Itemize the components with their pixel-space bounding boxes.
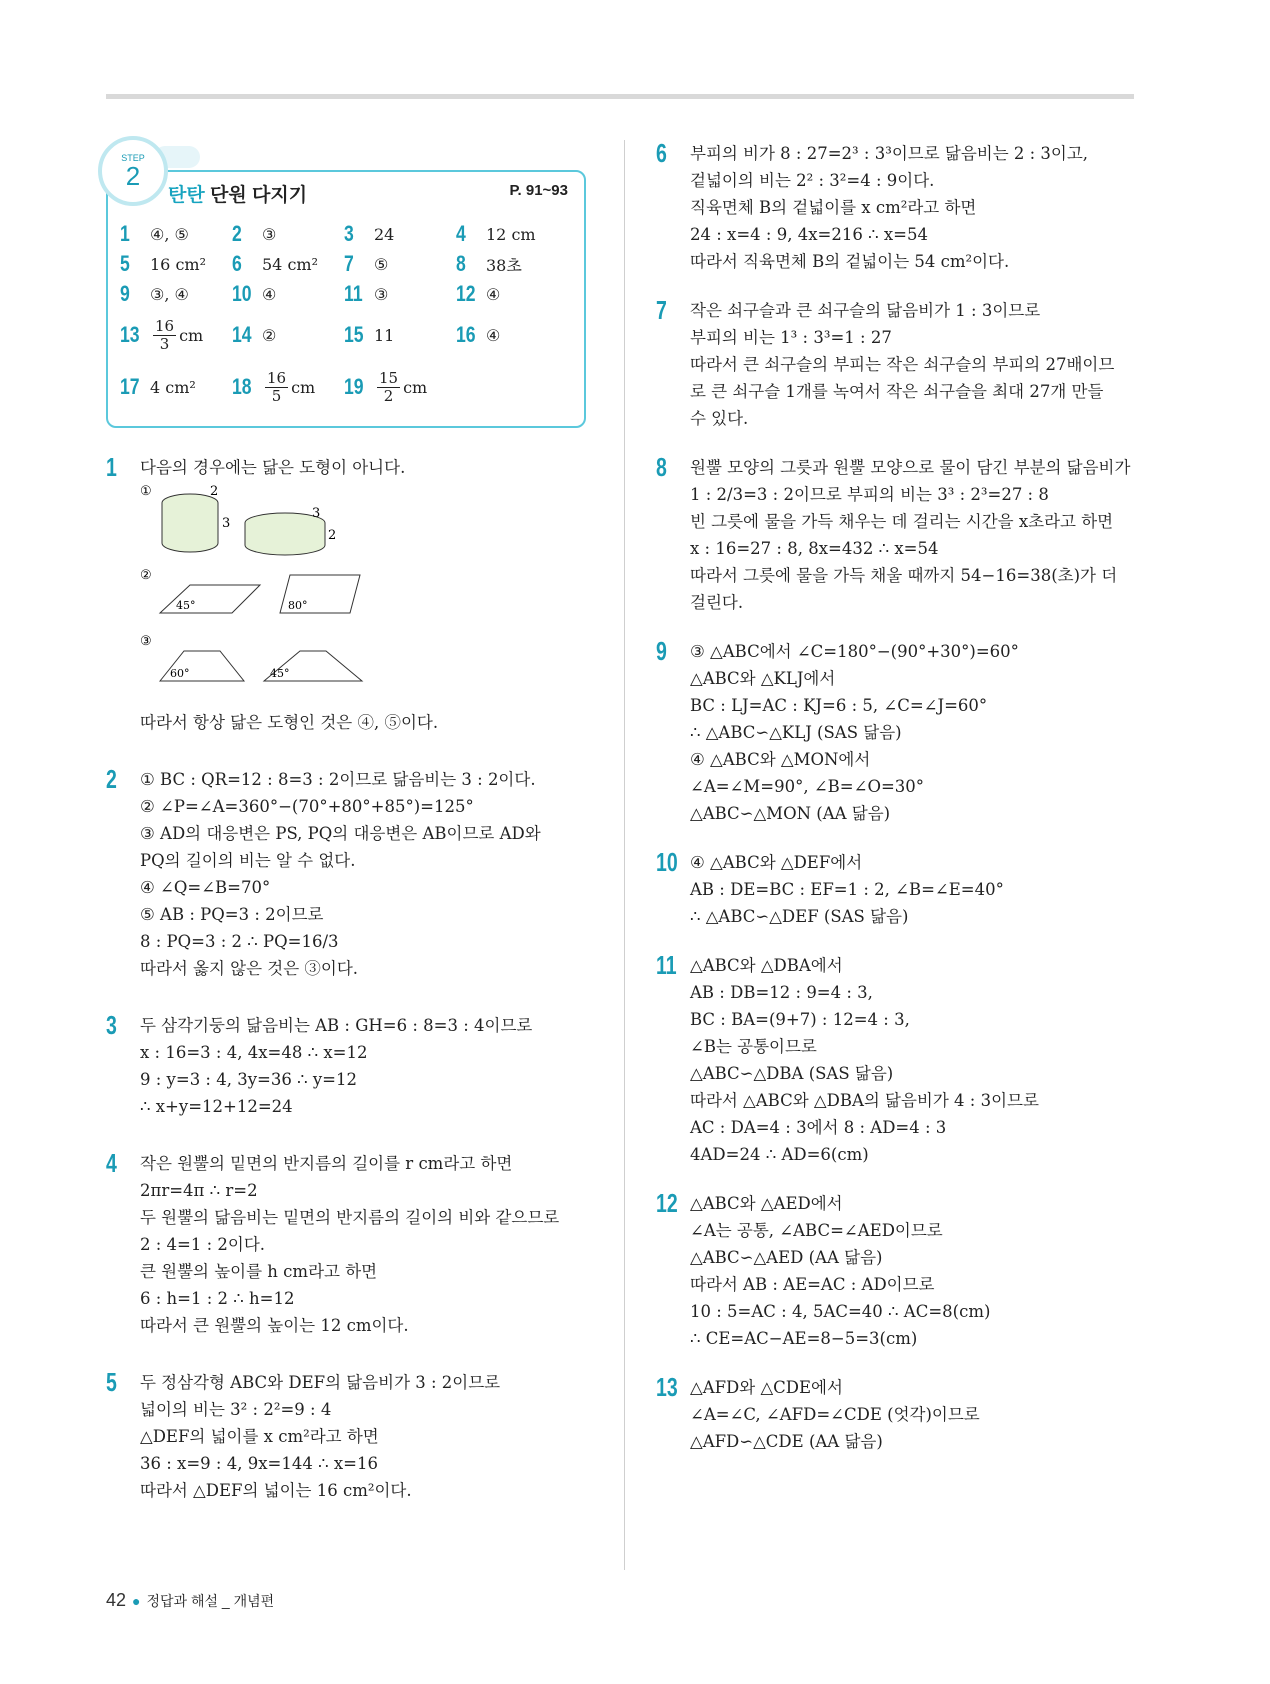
problem-line: 걸린다. xyxy=(690,593,744,612)
problem-line: ④ △ABC와 △DEF에서 xyxy=(690,853,863,872)
answer-item xyxy=(232,220,344,248)
problem-line: 작은 원뿔의 밑면의 반지름의 길이를 r cm라고 하면 xyxy=(140,1154,513,1173)
answer-item xyxy=(456,280,568,308)
answer-grid xyxy=(120,220,566,412)
problem-line: 따라서 큰 원뿔의 높이는 12 cm이다. xyxy=(140,1316,409,1335)
answer-number: 18 xyxy=(232,374,252,399)
angle-45b: 45° xyxy=(270,667,290,680)
problem-4 xyxy=(106,1150,596,1339)
problem-line: 빈 그릇에 물을 가득 채우는 데 걸리는 시간을 x초라고 하면 xyxy=(690,512,1114,531)
problem-line: 8 : PQ=3 : 2 ∴ PQ=16/3 xyxy=(140,932,339,951)
fraction-denominator: 3 xyxy=(159,334,170,353)
title-highlight: 탄탄 xyxy=(168,185,205,206)
problem-number: 3 xyxy=(106,1010,117,1040)
bullet-icon: ● xyxy=(132,1593,141,1609)
problem-line: 수 있다. xyxy=(690,409,749,428)
problem-line: 두 삼각기둥의 닮음비는 AB : GH=6 : 8=3 : 4이므로 xyxy=(140,1016,533,1035)
answer-item xyxy=(344,280,456,308)
problem-line: 따라서 옳지 않은 것은 ③이다. xyxy=(140,959,359,978)
problem-line: 6 : h=1 : 2 ∴ h=12 xyxy=(140,1289,295,1308)
problem-line: 직육면체 B의 겉넓이를 x cm²라고 하면 xyxy=(690,198,977,217)
answer-item xyxy=(344,310,456,360)
label-r1a: 2 xyxy=(210,484,219,499)
problem-line: AB : DE=BC : EF=1 : 2, ∠B=∠E=40° xyxy=(690,880,1004,899)
answer-number: 8 xyxy=(456,251,466,276)
problem-line: 따라서 △ABC와 △DBA의 닮음비가 4 : 3이므로 xyxy=(690,1091,1039,1110)
answer-item xyxy=(120,362,232,412)
similarity-figures xyxy=(140,481,440,701)
left-problems xyxy=(106,454,596,1504)
fraction-numerator: 15 xyxy=(379,368,399,387)
problem-line: 따라서 AB : AE=AC : AD이므로 xyxy=(690,1275,935,1294)
answer-item xyxy=(344,250,456,278)
top-rule xyxy=(106,94,1134,99)
problem-line: 따라서 큰 쇠구슬의 부피는 작은 쇠구슬의 부피의 27배이므 xyxy=(690,355,1115,374)
problem-1 xyxy=(106,454,596,736)
problem-line: 작은 쇠구슬과 큰 쇠구슬의 닮음비가 1 : 3이므로 xyxy=(690,301,1041,320)
label-r1b: 3 xyxy=(222,516,231,531)
problem-number: 9 xyxy=(656,636,667,666)
footer xyxy=(106,1590,274,1611)
problem-line: 24 : x=4 : 9, 4x=216 ∴ x=54 xyxy=(690,225,928,244)
problem-line: △ABC와 △DBA에서 xyxy=(690,956,843,975)
problem-line: △AFD와 △CDE에서 xyxy=(690,1378,843,1397)
answer-box xyxy=(106,152,586,428)
problem-line: BC : BA=(9+7) : 12=4 : 3, xyxy=(690,1010,910,1029)
answer-number: 11 xyxy=(344,281,363,306)
answer-item xyxy=(232,280,344,308)
fraction-denominator: 2 xyxy=(383,386,394,405)
problem-line: AC : DA=4 : 3에서 8 : AD=4 : 3 xyxy=(690,1118,947,1137)
problem-line: 따라서 △DEF의 넓이는 16 cm²이다. xyxy=(140,1481,412,1500)
right-problems xyxy=(656,140,1146,1455)
problem-line: x : 16=3 : 4, 4x=48 ∴ x=12 xyxy=(140,1043,368,1062)
answer-value: ③ xyxy=(262,224,277,244)
problem-line: △ABC와 △AED에서 xyxy=(690,1194,843,1213)
problem-line: 따라서 그릇에 물을 가득 채울 때까지 54−16=38(초)가 더 xyxy=(690,566,1118,585)
answer-value: 54 cm² xyxy=(262,254,318,274)
problem-line: △ABC와 △KLJ에서 xyxy=(690,669,836,688)
angle-60: 60° xyxy=(170,667,190,680)
step-label: STEP xyxy=(121,152,145,163)
step-badge xyxy=(98,136,168,206)
answer-fraction xyxy=(265,370,288,405)
problem-line: x : 16=27 : 8, 8x=432 ∴ x=54 xyxy=(690,539,939,558)
problem-10 xyxy=(656,849,1146,930)
answer-number: 13 xyxy=(120,322,140,347)
problem-line: 1 : 2/3=3 : 2이므로 부피의 비는 3³ : 2³=27 : 8 xyxy=(690,485,1049,504)
problem-line: △ABC∽△AED (AA 닮음) xyxy=(690,1248,883,1267)
answer-item xyxy=(120,310,232,360)
answer-value: 4 cm² xyxy=(150,377,196,397)
answer-number: 4 xyxy=(456,221,466,246)
problem-11 xyxy=(656,952,1146,1168)
problem-line: ∴ CE=AC−AE=8−5=3(cm) xyxy=(690,1329,918,1348)
answer-number: 14 xyxy=(232,322,252,347)
problem-line: 2πr=4π ∴ r=2 xyxy=(140,1181,258,1200)
label-r2b: 2 xyxy=(328,528,337,543)
angle-45: 45° xyxy=(176,599,196,612)
answer-number: 1 xyxy=(120,221,130,246)
answer-value: ⑤ xyxy=(374,254,389,274)
section-title xyxy=(168,180,307,207)
problem-line: △DEF의 넓이를 x cm²라고 하면 xyxy=(140,1427,379,1446)
problem-line: ② ∠P=∠A=360°−(70°+80°+85°)=125° xyxy=(140,797,474,816)
fraction-numerator: 16 xyxy=(155,316,175,335)
answer-number: 16 xyxy=(456,322,476,347)
answer-item xyxy=(456,310,568,360)
problem-line: 두 원뿔의 닮음비는 밑면의 반지름의 길이의 비와 같으므로 xyxy=(140,1208,560,1227)
answer-value: ③, ④ xyxy=(150,284,189,304)
problem-line: ∴ △ABC∽△KLJ (SAS 닮음) xyxy=(690,723,902,742)
problem-line: △ABC∽△DBA (SAS 닮음) xyxy=(690,1064,894,1083)
problem-8 xyxy=(656,454,1146,616)
angle-80: 80° xyxy=(288,599,308,612)
problem-number: 11 xyxy=(656,950,677,980)
footer-text: 정답과 해설 _ 개념편 xyxy=(146,1593,275,1609)
answer-number: 7 xyxy=(344,251,354,276)
answer-unit: cm xyxy=(291,377,316,397)
problem-line: ④ △ABC와 △MON에서 xyxy=(690,750,871,769)
problem-line: ① BC : QR=12 : 8=3 : 2이므로 닮음비는 3 : 2이다. xyxy=(140,770,536,789)
answer-value: 12 cm xyxy=(486,224,536,244)
answer-item xyxy=(456,220,568,248)
answer-number: 12 xyxy=(456,281,476,306)
problem-number: 4 xyxy=(106,1148,117,1178)
problem-line: 4AD=24 ∴ AD=6(cm) xyxy=(690,1145,869,1164)
answer-value: 24 xyxy=(374,224,395,244)
problem-line: ③ △ABC에서 ∠C=180°−(90°+30°)=60° xyxy=(690,642,1019,661)
problem-number: 1 xyxy=(106,452,117,482)
fig-label-2: ② xyxy=(140,568,152,583)
column-divider xyxy=(624,140,625,1570)
answer-item xyxy=(456,250,568,278)
problem-line: PQ의 길이의 비는 알 수 없다. xyxy=(140,851,356,870)
problem-7 xyxy=(656,297,1146,432)
problem-line: 두 정삼각형 ABC와 DEF의 닮음비가 3 : 2이므로 xyxy=(140,1373,501,1392)
cylinder-small-body xyxy=(162,503,218,552)
problem-number: 10 xyxy=(656,847,678,877)
fig-label-3: ③ xyxy=(140,634,152,649)
answer-value: ③ xyxy=(374,284,389,304)
problem-9 xyxy=(656,638,1146,827)
answer-unit: cm xyxy=(179,325,204,345)
problem-line: 36 : x=9 : 4, 9x=144 ∴ x=16 xyxy=(140,1454,378,1473)
problem-number: 8 xyxy=(656,452,667,482)
answer-fraction xyxy=(377,370,400,405)
problem-line: 원뿔 모양의 그릇과 원뿔 모양으로 물이 담긴 부분의 닮음비가 xyxy=(690,458,1131,477)
answer-unit: cm xyxy=(403,377,428,397)
problem-line: 로 큰 쇠구슬 1개를 녹여서 작은 쇠구슬을 최대 27개 만들 xyxy=(690,382,1104,401)
answer-number: 15 xyxy=(344,322,364,347)
answer-number: 19 xyxy=(344,374,364,399)
problem-line: 부피의 비는 1³ : 3³=1 : 27 xyxy=(690,328,892,347)
fig-label-1: ① xyxy=(140,484,152,499)
problem-5 xyxy=(106,1369,596,1504)
problem-line: ∴ x+y=12+12=24 xyxy=(140,1097,293,1116)
problem-line: AB : DB=12 : 9=4 : 3, xyxy=(690,983,873,1002)
answer-item xyxy=(120,280,232,308)
problem-number: 7 xyxy=(656,295,667,325)
left-column xyxy=(106,140,596,1526)
answer-value: ④ xyxy=(262,284,277,304)
answer-number: 17 xyxy=(120,374,140,399)
problem-line: 9 : y=3 : 4, 3y=36 ∴ y=12 xyxy=(140,1070,357,1089)
answer-value: ④, ⑤ xyxy=(150,224,189,244)
problem-line: 따라서 항상 닮은 도형인 것은 ④, ⑤이다. xyxy=(140,713,439,732)
answer-item xyxy=(232,250,344,278)
problem-line: ③ AD의 대응변은 PS, PQ의 대응변은 AB이므로 AD와 xyxy=(140,824,541,843)
answer-item xyxy=(344,220,456,248)
answer-item xyxy=(120,250,232,278)
parallelogram-1 xyxy=(160,585,260,613)
cylinder-large-body xyxy=(245,523,325,555)
problem-line: △AFD∽△CDE (AA 닮음) xyxy=(690,1432,883,1451)
problem-number: 2 xyxy=(106,764,117,794)
answer-number: 9 xyxy=(120,281,130,306)
problem-6 xyxy=(656,140,1146,275)
title-rest: 단원 다지기 xyxy=(204,185,308,206)
problem-2 xyxy=(106,766,596,982)
answer-value: ④ xyxy=(486,284,501,304)
answer-item xyxy=(232,310,344,360)
problem-line: BC : LJ=AC : KJ=6 : 5, ∠C=∠J=60° xyxy=(690,696,988,715)
answer-value: 16 cm² xyxy=(150,254,206,274)
step-number: 2 xyxy=(125,160,141,191)
problem-line: 큰 원뿔의 높이를 h cm라고 하면 xyxy=(140,1262,378,1281)
answer-fraction xyxy=(153,318,176,353)
problem-line: ∠B는 공통이므로 xyxy=(690,1037,817,1056)
problem-number: 6 xyxy=(656,138,667,168)
problem-line: 다음의 경우에는 닮은 도형이 아니다. xyxy=(140,458,406,477)
answer-number: 6 xyxy=(232,251,242,276)
problem-13 xyxy=(656,1374,1146,1455)
answer-value: 38초 xyxy=(486,255,522,275)
problem-line: ∠A=∠C, ∠AFD=∠CDE (엇각)이므로 xyxy=(690,1405,980,1424)
answer-number: 5 xyxy=(120,251,130,276)
answer-number: 10 xyxy=(232,281,252,306)
answer-item xyxy=(232,362,344,412)
problem-number: 5 xyxy=(106,1367,117,1397)
problem-line: △ABC∽△MON (AA 닮음) xyxy=(690,804,891,823)
problem-line: 부피의 비가 8 : 27=2³ : 3³이므로 닮음비는 2 : 3이고, xyxy=(690,144,1089,163)
fraction-denominator: 5 xyxy=(271,386,282,405)
problem-line: 따라서 직육면체 B의 겉넓이는 54 cm²이다. xyxy=(690,252,1010,271)
answer-item xyxy=(120,220,232,248)
right-column xyxy=(656,140,1146,1477)
problem-number: 13 xyxy=(656,1372,678,1402)
problem-12 xyxy=(656,1190,1146,1352)
answer-value: 11 xyxy=(374,325,395,345)
answer-value: ④ xyxy=(486,325,501,345)
page-range: P. 91~93 xyxy=(509,182,568,199)
problem-line: ⑤ AB : PQ=3 : 2이므로 xyxy=(140,905,324,924)
answer-value: ② xyxy=(262,325,277,345)
problem-line: 넓이의 비는 3² : 2²=9 : 4 xyxy=(140,1400,332,1419)
answer-item xyxy=(344,362,456,412)
problem-line: 10 : 5=AC : 4, 5AC=40 ∴ AC=8(cm) xyxy=(690,1302,991,1321)
page-number: 42 xyxy=(106,1590,127,1610)
fraction-numerator: 16 xyxy=(267,368,287,387)
problem-line: 겉넓이의 비는 2² : 3²=4 : 9이다. xyxy=(690,171,935,190)
problem-line: ∠A는 공통, ∠ABC=∠AED이므로 xyxy=(690,1221,943,1240)
answer-number: 3 xyxy=(344,221,354,246)
problem-line: 2 : 4=1 : 2이다. xyxy=(140,1235,266,1254)
problem-3 xyxy=(106,1012,596,1120)
label-r2a: 3 xyxy=(312,506,321,521)
answer-number: 2 xyxy=(232,221,242,246)
problem-line: ④ ∠Q=∠B=70° xyxy=(140,878,271,897)
problem-line: ∴ △ABC∽△DEF (SAS 닮음) xyxy=(690,907,909,926)
problem-number: 12 xyxy=(656,1188,678,1218)
problem-1-figures xyxy=(140,481,596,709)
problem-line: ∠A=∠M=90°, ∠B=∠O=30° xyxy=(690,777,925,796)
